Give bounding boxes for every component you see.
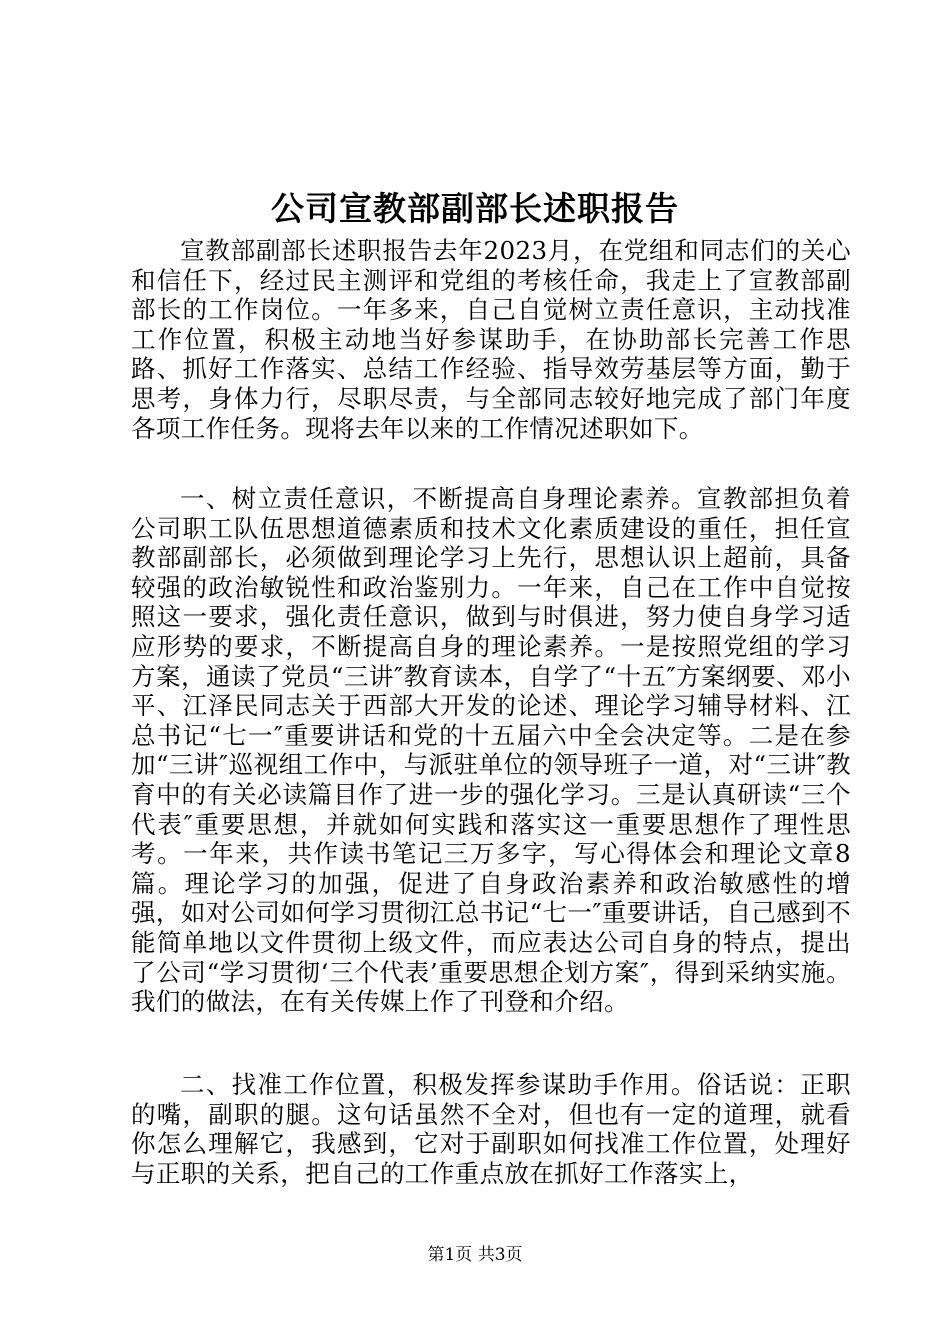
paragraph-section-two: 二、找准工作位置，积极发挥参谋助手作用。俗话说：正职的嘴，副职的腿。这句话虽然不全对，但也有一定的道理，就看你怎么理解它，我感到，它对于副职如何找准工作位置，处理好与正职的关系，把自己的工作重点放在抓好工作落实上， <box>131 1070 851 1188</box>
document-title: 公司宣教部副部长述职报告 <box>271 189 679 228</box>
paragraph-section-one: 一、树立责任意识，不断提高自身理论素养。宣教部担负着公司职工队伍思想道德素质和技术文化素质建设的重任，担任宣教部副部长，必须做到理论学习上先行，思想认识上超前，具备较强的政治敏锐性和政治鉴别力。一年来，自己在工作中自觉按照这一要求，强化责任意识，做到与时俱进，努力使自身学习适应形势的要求，不断提高自身的理论素养。一是按照党组的学习方案，通读了党员“三讲″教育读本，自学了“十五″方案纲要、邓小平、江泽民同志关于西部大开发的论述、理论学习辅导材料、江总书记“七一″重要讲话和党的十五届六中全会决定等。二是在参加“三讲″巡视组工作中，与派驻单位的领导班子一道，对“三讲″教育中的有关必读篇目作了进一步的强化学习。三是认真研读“三个代表″重要思想，并就如何实践和落实这一重要思想作了理性思考。一年来，共作读书笔记三万多字，写心得体会和理论文章8篇。理论学习的加强，促进了自身政治素养和政治敏感性的增强，如对公司如何学习贯彻江总书记“七一″重要讲话，自己感到不能简单地以文件贯彻上级文件，而应表达公司自身的特点，提出了公司“学习贯彻‘三个代表’重要思想企划方案″，得到采纳实施。我们的做法，在有关传媒上作了刊登和介绍。 <box>131 484 851 1017</box>
paragraph-intro: 宣教部副部长述职报告去年2023月，在党组和同志们的关心和信任下，经过民主测评和党组的考核任命，我走上了宣教部副部长的工作岗位。一年多来，自己自觉树立责任意识，主动找准工作位置，积极主动地当好参谋助手，在协助部长完善工作思路、抓好工作落实、总结工作经验、指导效劳基层等方面，勤于思考，身体力行，尽职尽责，与全部同志较好地完成了部门年度各项工作任务。现将去年以来的工作情况述职如下。 <box>131 236 851 443</box>
page-number-footer: 第1页 共3页 <box>427 1245 523 1265</box>
